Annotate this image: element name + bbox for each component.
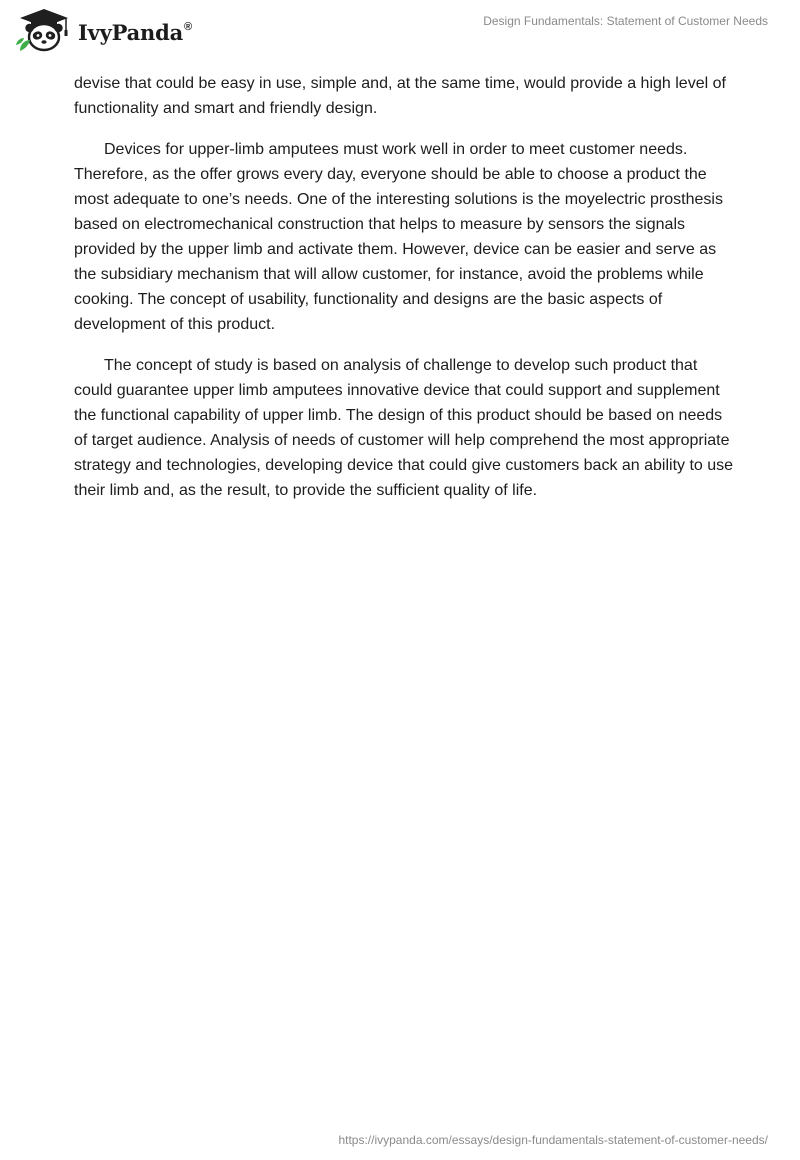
document-title: Design Fundamentals: Statement of Customer Needs: [483, 14, 768, 28]
registered-mark: ®: [184, 20, 192, 33]
essay-body: [74, 71, 734, 519]
source-url[interactable]: https://ivypanda.com/essays/design-fundamentals-statement-of-customer-needs/: [338, 1133, 768, 1147]
paragraph-continuation: devise that could be easy in use, simple and, at the same time, would provide a high level of functionality and smart and friendly design.: [74, 75, 726, 117]
page-header: [0, 0, 800, 64]
paragraph: Devices for upper-limb amputees must work well in order to meet customer needs. Therefore, as the offer grows every day, everyone should be able to choose a product the most adequate to one’s needs. One of the interesting solutions is the moyelectric prosthesis based on electromechanical construction that helps to measure by sensors the signals provided by the upper limb and activate them. However, device can be easier and serve as the subsidiary mechanism that will allow customer, for instance, avoid the problems while cooking. The concept of usability, functionality and designs are the basic aspects of development of this product.: [74, 141, 723, 333]
logo-name: IvyPanda: [78, 19, 184, 45]
panda-graduate-icon: [14, 7, 74, 53]
paragraph: The concept of study is based on analysis of challenge to develop such product that could guarantee upper limb amputees innovative device that could support and supplement the functional capability of upper limb. The design of this product should be based on needs of target audience. Analysis of needs of customer will help comprehend the most appropriate strategy and technologies, developing device that could give customers back an ability to use their limb and, as the result, to provide the sufficient quality of life.: [74, 357, 734, 499]
logo-wordmark: [78, 20, 192, 45]
ivypanda-logo[interactable]: [14, 7, 192, 53]
